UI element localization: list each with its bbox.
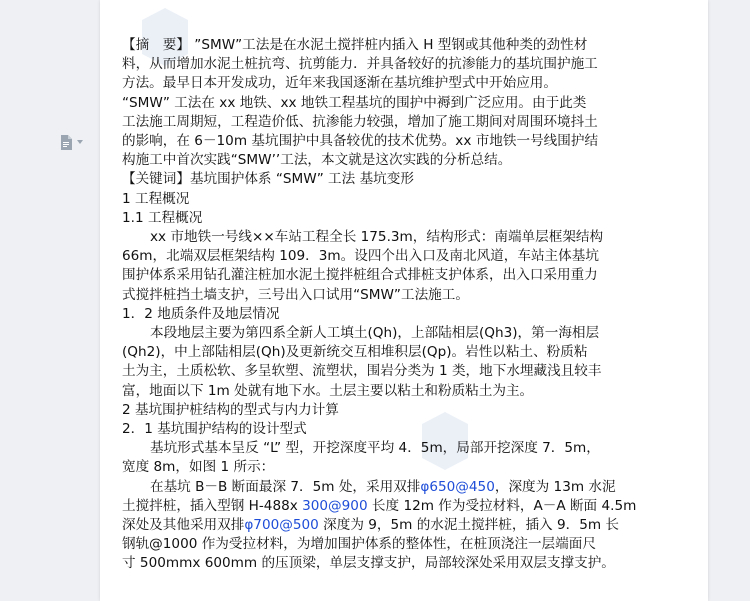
abstract-line: 【摘 要】 ”SMW”工法是在水泥土搅拌桩内插入 H 型钢或其他种类的劲性材 [122,37,588,53]
abstract-line: “SMW” 工法在 xx 地铁、xx 地铁工程基坑的围护中褥到广泛应用。由于此类 [122,94,587,111]
abstract-line: 方法。最早日本开发成功，近年来我国逐渐在基坑维护型式中开始应用。 [122,75,557,92]
body-line: xx 市地铁一号线××车站工程全长 175.3m，结构形式：南端单层框架结构 [150,229,604,246]
pile-spec-highlight: φ700@500 [244,517,319,534]
body-line: 土为主，土质松软、多呈软塑、流塑状，围岩分类为 1 类，地下水埋藏浅且较丰 [122,363,602,380]
body-line: 本段地层主要为第四系全新人工填土(Qh)，上部陆相层(Qh3)，第一海相层 [150,325,600,342]
body-line: 基坑形式基本呈反 “L” 型，开挖深度平均 4．5m，局部开挖深度 7．5m， [150,440,600,457]
body-line [122,478,624,497]
text-run: 土搅拌桩，插入型钢 H-488x [122,497,303,514]
text-run: 长度 12m 作为受拉材料，A－A 断面 4.5m [367,497,637,514]
body-line [122,497,637,516]
abstract-line: 构施工中首次实践“SMW’’工法，本文就是这次实践的分析总结。 [122,152,512,169]
body-line: 富，地面以下 1m 处就有地下水。土层主要以粘土和粉质粘土为主。 [122,382,534,399]
document-menu[interactable] [60,132,88,152]
body-line: 宽度 8m，如图 1 所示： [122,459,275,476]
document-icon [60,135,72,150]
abstract-line: 工法施工周期短，工程造价低、抗渗能力较强，增加了施工期间对周围环境抖土 [122,113,598,130]
body-line: 围护体系采用钻孔灌注桩加水泥土搅拌桩组合式排桩支护体系，出入口采用重力 [122,267,598,284]
section-heading: 1 工程概况 [122,190,190,207]
body-line: 寸 500mmx 600mm 的压顶梁，单层支撑支护，局部较深处采用双层支撑支护。 [122,555,615,572]
body-line: 钢轨@1000 作为受拉材料，为增加围护体系的整体性，在桩顶浇注一层端面尺 [122,536,596,553]
body-line: (Qh2)，中上部陆相层(Qh)及更新统交互相堆积层(Qp)。岩性以粘土、粉质粘 [122,344,588,361]
abstract-line: 料，从而增加水泥土桩抗弯、抗剪能力．并具备较好的抗渗能力的基坑围护施工 [122,56,598,73]
body-line: 66m，北端双层框架结构 109．3m。设四个出入口及南北风道，车站主体基坑 [122,248,599,265]
text-run: ，深度为 13m 水泥 [494,478,616,495]
body-line: 式搅拌桩挡土墙支护，三号出入口试用“SMW”工法施工。 [122,286,469,303]
pile-spec-highlight: φ650@450 [420,478,495,495]
chevron-down-icon [77,140,83,144]
text-run: 深处及其他采用双排 [122,517,245,534]
body-line [122,516,624,535]
steel-spec-highlight: 300@900 [302,497,368,514]
subsection-heading: 2．1 基坑围护结构的设计型式 [122,421,307,438]
keywords-line: 【关键词】基坑围护体系 “SMW” 工法 基坑变形 [122,171,414,188]
document-body [122,36,637,574]
abstract-line: 的影响，在 6－10m 基坑围护中具备较优的技术优势。xx 市地铁一号线围护结 [122,133,599,150]
text-run: 深度为 9，5m 的水泥土搅拌桩，插入 9．5m 长 [318,517,619,534]
subsection-heading: 1.1 工程概况 [122,209,203,226]
subsection-heading: 1．2 地质条件及地层情况 [122,305,280,322]
section-heading: 2 基坑围护桩结构的型式与内力计算 [122,401,339,418]
text-run: 在基坑 B－B 断面最深 7．5m 处，采用双排 [150,478,421,495]
